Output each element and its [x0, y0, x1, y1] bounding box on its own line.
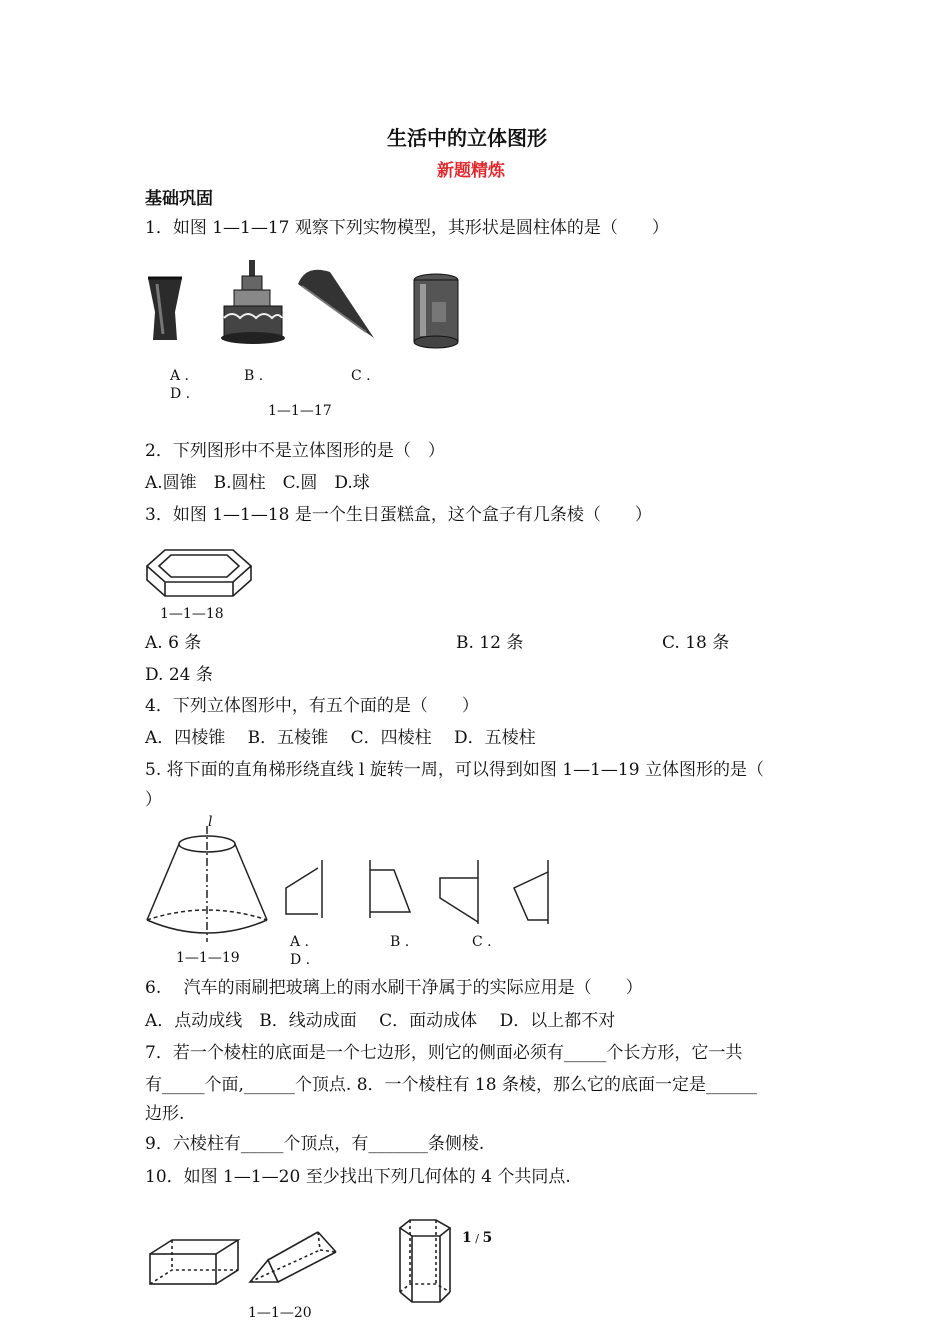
hexagonal-prism-figure	[396, 1216, 456, 1308]
q1-label-d: D .	[170, 386, 191, 402]
q3-option-d: D. 24 条	[145, 665, 213, 685]
figure-caption-1-1-17: 1—1—17	[268, 403, 332, 419]
page-separator: /	[471, 1232, 483, 1245]
question-7-line-3: 边形.	[145, 1104, 185, 1124]
question-10: 10．如图 1—1—20 至少找出下列几何体的 4 个共同点.	[145, 1167, 571, 1187]
section-title: 基础巩固	[145, 189, 213, 209]
q3-option-b: B. 12 条	[456, 633, 524, 653]
figure-caption-1-1-18: 1—1—18	[160, 606, 224, 622]
q5-label-d: D .	[290, 952, 311, 968]
page-number	[462, 1230, 492, 1246]
question-9: 9．六棱柱有_____个顶点，有_______条侧棱.	[145, 1134, 485, 1154]
triangular-prism-figure	[248, 1228, 340, 1288]
figure-caption-1-1-19: 1—1—19	[176, 950, 240, 966]
question-4-options: A．四棱锥 B．五棱锥 C．四棱柱 D．五棱柱	[145, 728, 536, 748]
q1-label-a: A .	[170, 368, 190, 384]
q5-label-a: A .	[290, 934, 310, 950]
page-total: 5	[482, 1230, 493, 1246]
frustum-figure	[143, 816, 271, 944]
cone-image	[296, 266, 378, 342]
question-2: 2．下列图形中不是立体图形的是（ ）	[145, 441, 445, 461]
axis-label-l: l	[208, 814, 213, 830]
question-3: 3．如图 1—1—18 是一个生日蛋糕盒，这个盒子有几条棱（ ）	[145, 505, 652, 525]
q3-option-a: A. 6 条	[145, 633, 202, 653]
q5-label-c: C .	[472, 934, 492, 950]
question-5-line-1: 5. 将下面的直角梯形绕直线 l 旋转一周，可以得到如图 1—1—19 立体图形的是（	[145, 760, 764, 780]
trapezoid-option-b	[364, 858, 416, 920]
cuboid-figure	[148, 1236, 242, 1288]
question-5-line-2: ）	[145, 790, 162, 810]
figure-caption-1-1-20: 1—1—20	[248, 1305, 312, 1321]
hexagonal-box-image	[145, 546, 255, 602]
cylinder-can-image	[410, 272, 462, 350]
question-6: 6. 汽车的雨刷把玻璃上的雨水刷干净属于的实际应用是（ ）	[145, 978, 643, 998]
cake-image	[220, 258, 286, 348]
question-2-options: A.圆锥 B.圆柱 C.圆 D.球	[145, 473, 370, 493]
vase-image	[145, 272, 185, 344]
page-current: 1	[462, 1230, 472, 1246]
question-1: 1．如图 1—1—17 观察下列实物模型，其形状是圆柱体的是（ ）	[145, 218, 669, 238]
page-title: 生活中的立体图形	[387, 126, 547, 150]
q1-label-c: C .	[351, 368, 371, 384]
page-subtitle: 新题精炼	[437, 161, 505, 181]
question-7-line-2: 有_____个面,______个顶点. 8．一个棱柱有 18 条棱，那么它的底面一定是______	[145, 1075, 757, 1095]
trapezoid-option-a	[282, 858, 332, 920]
question-6-options: A．点动成线 B．线动成面 C．面动成体 D．以上都不对	[145, 1011, 616, 1031]
question-4: 4．下列立体图形中，有五个面的是（ ）	[145, 696, 479, 716]
q1-label-b: B .	[244, 368, 264, 384]
question-7-line-1: 7．若一个棱柱的底面是一个七边形，则它的侧面必须有_____个长方形，它一共	[145, 1043, 743, 1063]
q3-option-c: C. 18 条	[662, 633, 730, 653]
q5-label-b: B .	[390, 934, 410, 950]
trapezoid-option-d	[510, 858, 556, 926]
trapezoid-option-c	[436, 858, 488, 926]
